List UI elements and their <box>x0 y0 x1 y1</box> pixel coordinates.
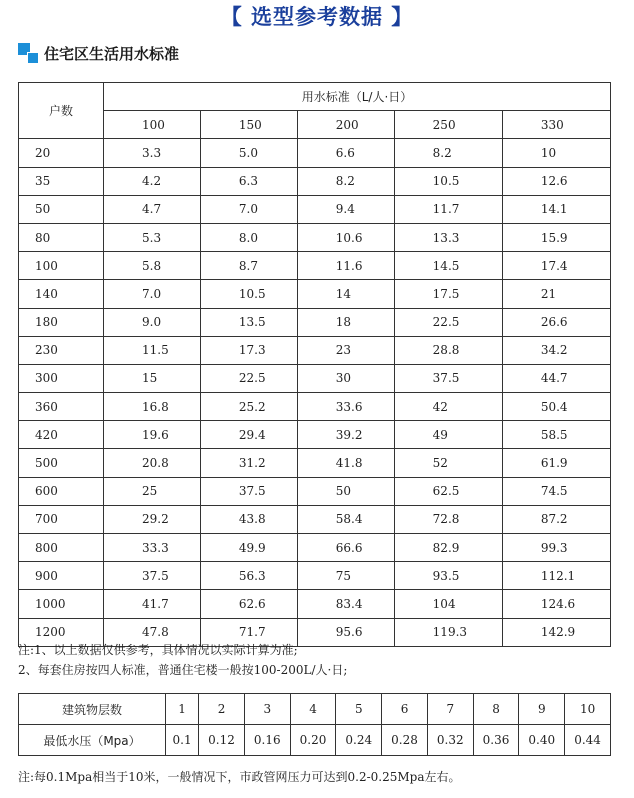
table-row <box>19 421 611 449</box>
pressure-cell: 0.24 <box>336 725 382 756</box>
page-title: 【 选型参考数据 】 <box>220 5 414 29</box>
flow-cell: 5.8 <box>104 252 201 280</box>
households-cell: 700 <box>19 505 104 533</box>
flow-cell: 49 <box>394 421 502 449</box>
table-row <box>19 280 611 308</box>
floor-cell: 1 <box>166 694 199 725</box>
flow-cell: 71.7 <box>200 618 297 646</box>
floor-cell: 6 <box>382 694 428 725</box>
flow-cell: 20.8 <box>104 449 201 477</box>
flow-cell: 42 <box>394 393 502 421</box>
flow-cell: 37.5 <box>394 364 502 392</box>
flow-cell: 41.7 <box>104 590 201 618</box>
floor-cell: 9 <box>519 694 565 725</box>
flow-cell: 37.5 <box>104 562 201 590</box>
floor-cell: 3 <box>244 694 290 725</box>
table-row <box>19 308 611 336</box>
flow-cell: 41.8 <box>297 449 394 477</box>
pressure-label: 最低水压（Mpa） <box>19 725 166 756</box>
households-cell: 100 <box>19 252 104 280</box>
section-bullet-icon <box>18 43 38 63</box>
flow-cell: 6.3 <box>200 167 297 195</box>
flow-cell: 28.8 <box>394 336 502 364</box>
households-cell: 1000 <box>19 590 104 618</box>
footer-note: 注:每0.1Mpa相当于10米，一般情况下，市政管网压力可达到0.2-0.25Mpa左右。 <box>18 770 461 784</box>
households-cell: 420 <box>19 421 104 449</box>
column-header: 200 <box>297 111 394 139</box>
flow-cell: 15.9 <box>502 223 610 251</box>
flow-cell: 17.5 <box>394 280 502 308</box>
flow-cell: 25 <box>104 477 201 505</box>
flow-cell: 5.3 <box>104 223 201 251</box>
pressure-cell: 0.1 <box>166 725 199 756</box>
flow-cell: 43.8 <box>200 505 297 533</box>
flow-cell: 14.1 <box>502 195 610 223</box>
flow-cell: 10.5 <box>200 280 297 308</box>
note-line: 2、每套住房按四人标准，普通住宅楼一般按100-200L/人·日; <box>18 663 348 677</box>
flow-cell: 8.2 <box>394 139 502 167</box>
flow-cell: 26.6 <box>502 308 610 336</box>
water-standard-table <box>18 82 611 647</box>
flow-cell: 49.9 <box>200 534 297 562</box>
households-header: 户数 <box>19 83 104 139</box>
flow-cell: 9.4 <box>297 195 394 223</box>
floor-cell: 10 <box>565 694 611 725</box>
table-row <box>19 505 611 533</box>
flow-cell: 11.5 <box>104 336 201 364</box>
flow-cell: 4.7 <box>104 195 201 223</box>
households-cell: 300 <box>19 364 104 392</box>
flow-cell: 14.5 <box>394 252 502 280</box>
pressure-table <box>18 693 611 756</box>
flow-cell: 7.0 <box>104 280 201 308</box>
table-row <box>19 449 611 477</box>
flow-cell: 13.5 <box>200 308 297 336</box>
flow-cell: 12.6 <box>502 167 610 195</box>
flow-cell: 93.5 <box>394 562 502 590</box>
flow-cell: 34.2 <box>502 336 610 364</box>
column-header: 250 <box>394 111 502 139</box>
column-header: 100 <box>104 111 201 139</box>
flow-cell: 11.6 <box>297 252 394 280</box>
flow-cell: 31.2 <box>200 449 297 477</box>
flow-cell: 124.6 <box>502 590 610 618</box>
table-row <box>19 393 611 421</box>
flow-cell: 95.6 <box>297 618 394 646</box>
note-line: 注:1、以上数据仅供参考，具体情况以实际计算为准; <box>18 643 298 657</box>
flow-cell: 61.9 <box>502 449 610 477</box>
flow-cell: 10.6 <box>297 223 394 251</box>
flow-cell: 82.9 <box>394 534 502 562</box>
flow-cell: 17.3 <box>200 336 297 364</box>
pressure-cell: 0.40 <box>519 725 565 756</box>
table-row <box>19 364 611 392</box>
flow-cell: 6.6 <box>297 139 394 167</box>
floor-cell: 7 <box>427 694 473 725</box>
flow-cell: 104 <box>394 590 502 618</box>
flow-cell: 15 <box>104 364 201 392</box>
flow-cell: 4.2 <box>104 167 201 195</box>
flow-cell: 33.3 <box>104 534 201 562</box>
pressure-cell: 0.28 <box>382 725 428 756</box>
flow-cell: 21 <box>502 280 610 308</box>
flow-cell: 33.6 <box>297 393 394 421</box>
pressure-cell: 0.16 <box>244 725 290 756</box>
section-title: 住宅区生活用水标准 <box>44 44 180 63</box>
floor-cell: 4 <box>290 694 336 725</box>
flow-cell: 8.7 <box>200 252 297 280</box>
flow-cell: 8.2 <box>297 167 394 195</box>
households-cell: 35 <box>19 167 104 195</box>
flow-cell: 16.8 <box>104 393 201 421</box>
flow-cell: 18 <box>297 308 394 336</box>
flow-cell: 17.4 <box>502 252 610 280</box>
pressure-cell: 0.44 <box>565 725 611 756</box>
flow-cell: 39.2 <box>297 421 394 449</box>
section-header <box>18 42 179 64</box>
flow-cell: 62.5 <box>394 477 502 505</box>
pressure-cell: 0.20 <box>290 725 336 756</box>
flow-cell: 10.5 <box>394 167 502 195</box>
flow-cell: 19.6 <box>104 421 201 449</box>
households-cell: 180 <box>19 308 104 336</box>
flow-cell: 50.4 <box>502 393 610 421</box>
flow-cell: 11.7 <box>394 195 502 223</box>
households-cell: 500 <box>19 449 104 477</box>
table-row <box>19 252 611 280</box>
flow-cell: 23 <box>297 336 394 364</box>
flow-cell: 75 <box>297 562 394 590</box>
households-cell: 20 <box>19 139 104 167</box>
flow-cell: 119.3 <box>394 618 502 646</box>
households-cell: 900 <box>19 562 104 590</box>
flow-cell: 87.2 <box>502 505 610 533</box>
households-cell: 1200 <box>19 618 104 646</box>
flow-cell: 22.5 <box>394 308 502 336</box>
flow-cell: 14 <box>297 280 394 308</box>
flow-cell: 66.6 <box>297 534 394 562</box>
flow-cell: 30 <box>297 364 394 392</box>
flow-cell: 72.8 <box>394 505 502 533</box>
flow-cell: 74.5 <box>502 477 610 505</box>
table-row <box>19 534 611 562</box>
flow-cell: 58.4 <box>297 505 394 533</box>
table-row <box>19 223 611 251</box>
flow-cell: 112.1 <box>502 562 610 590</box>
water-standard-group-header: 用水标准（L/人·日） <box>104 83 611 111</box>
flow-cell: 83.4 <box>297 590 394 618</box>
pressure-cell: 0.36 <box>473 725 519 756</box>
flow-cell: 62.6 <box>200 590 297 618</box>
flow-cell: 50 <box>297 477 394 505</box>
flow-cell: 37.5 <box>200 477 297 505</box>
table-row <box>19 195 611 223</box>
flow-cell: 22.5 <box>200 364 297 392</box>
households-cell: 140 <box>19 280 104 308</box>
households-cell: 230 <box>19 336 104 364</box>
column-header: 150 <box>200 111 297 139</box>
flow-cell: 13.3 <box>394 223 502 251</box>
table-row <box>19 336 611 364</box>
table-row <box>19 590 611 618</box>
column-header: 330 <box>502 111 610 139</box>
pressure-cell: 0.12 <box>199 725 245 756</box>
flow-cell: 10 <box>502 139 610 167</box>
pressure-cell: 0.32 <box>427 725 473 756</box>
flow-cell: 142.9 <box>502 618 610 646</box>
households-cell: 50 <box>19 195 104 223</box>
flow-cell: 52 <box>394 449 502 477</box>
table-row <box>19 562 611 590</box>
households-cell: 800 <box>19 534 104 562</box>
floor-cell: 2 <box>199 694 245 725</box>
floor-cell: 8 <box>473 694 519 725</box>
flow-cell: 58.5 <box>502 421 610 449</box>
flow-cell: 29.2 <box>104 505 201 533</box>
flow-cell: 25.2 <box>200 393 297 421</box>
flow-cell: 29.4 <box>200 421 297 449</box>
flow-cell: 8.0 <box>200 223 297 251</box>
flow-cell: 56.3 <box>200 562 297 590</box>
flow-cell: 7.0 <box>200 195 297 223</box>
households-cell: 600 <box>19 477 104 505</box>
flow-cell: 47.8 <box>104 618 201 646</box>
floors-label: 建筑物层数 <box>19 694 166 725</box>
table-row <box>19 139 611 167</box>
flow-cell: 3.3 <box>104 139 201 167</box>
flow-cell: 44.7 <box>502 364 610 392</box>
households-cell: 80 <box>19 223 104 251</box>
table-row <box>19 167 611 195</box>
floor-cell: 5 <box>336 694 382 725</box>
households-cell: 360 <box>19 393 104 421</box>
flow-cell: 9.0 <box>104 308 201 336</box>
flow-cell: 99.3 <box>502 534 610 562</box>
table-row <box>19 477 611 505</box>
flow-cell: 5.0 <box>200 139 297 167</box>
notes <box>18 640 347 680</box>
